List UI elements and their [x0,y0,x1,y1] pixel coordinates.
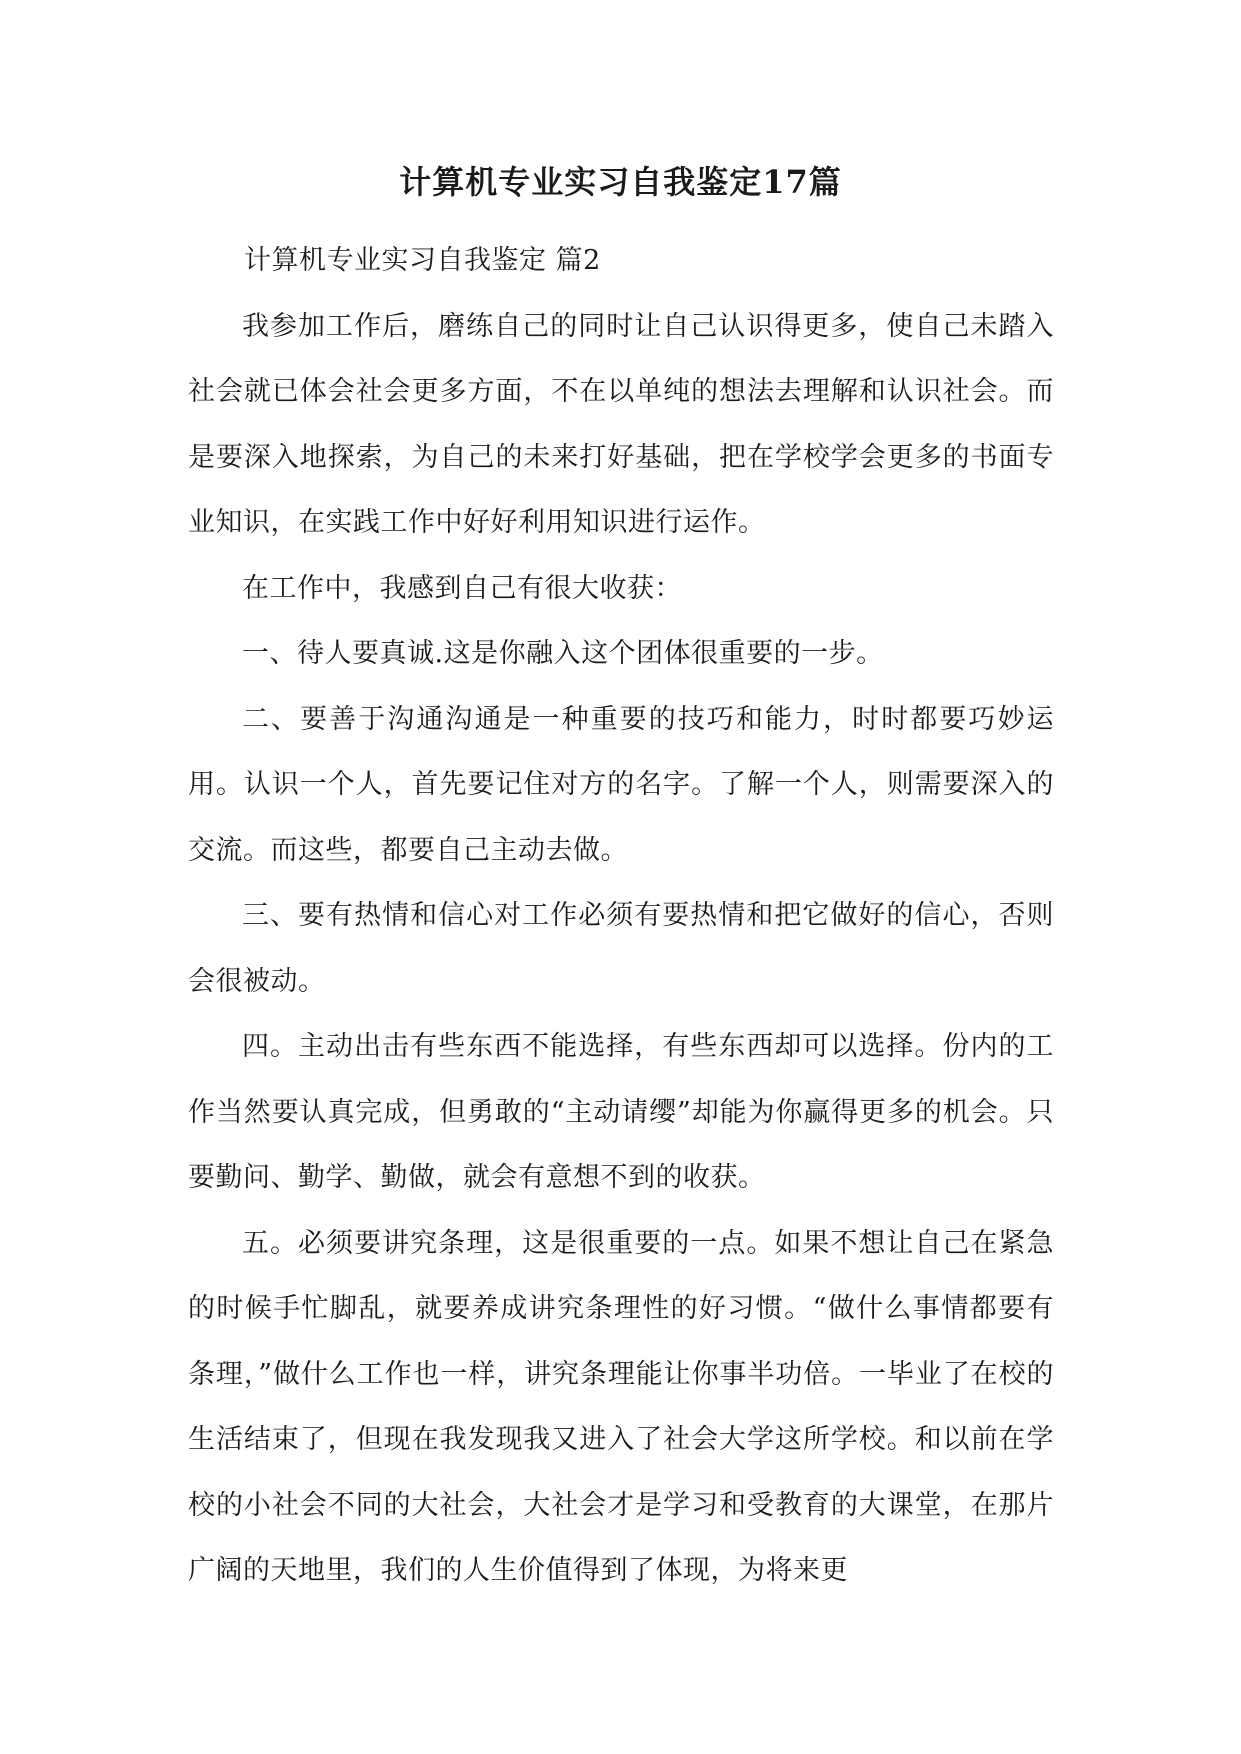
paragraph-point-3: 三、要有热情和信心对工作必须有要热情和把它做好的信心，否则会很被动。 [188,900,1054,997]
document-title: 计算机专业实习自我鉴定17篇 [399,163,842,201]
paragraph-point-1: 一、待人要真诚.这是你融入这个团体很重要的一步。 [242,638,884,669]
paragraph-point-4: 四。主动出击有些东西不能选择，有些东西却可以选择。份内的工作当然要认真完成，但勇敢的“主动请缨”却能为你赢得更多的机会。只要勤问、勤学、勤做，就会有意想不到的收获。 [188,1031,1054,1193]
paragraph-intro: 我参加工作后，磨练自己的同时让自己认识得更多，使自己未踏入社会就已体会社会更多方面，不在以单纯的想法去理解和认识社会。而是要深入地探索，为自己的未来打好基础，把在学校学会更多的书面专业知识，在实践工作中好好利用知识进行运作。 [188,310,1054,538]
section-subtitle: 计算机专业实习自我鉴定 篇2 [244,245,601,276]
paragraph-point-2: 二、要善于沟通沟通是一种重要的技巧和能力，时时都要巧妙运用。认识一个人，首先要记住对方的名字。了解一个人，则需要深入的交流。而这些，都要自己主动去做。 [188,703,1054,866]
paragraph-gains: 在工作中，我感到自己有很大收获： [242,572,682,604]
document-body [188,228,1054,1604]
paragraph-point-5: 五。必须要讲究条理，这是很重要的一点。如果不想让自己在紧急的时候手忙脚乱，就要养成讲究条理性的好习惯。“做什么事情都要有条理，”做什么工作也一样，讲究条理能让你事半功倍。一毕业了在校的生活结束了，但现在我发现我又进入了社会大学这所学校。和以前在学校的小社会不同的大社会，大社会才是学习和受教育的大课堂，在那片广阔的天地里，我们的人生价值得到了体现，为将来更 [188,1227,1054,1586]
